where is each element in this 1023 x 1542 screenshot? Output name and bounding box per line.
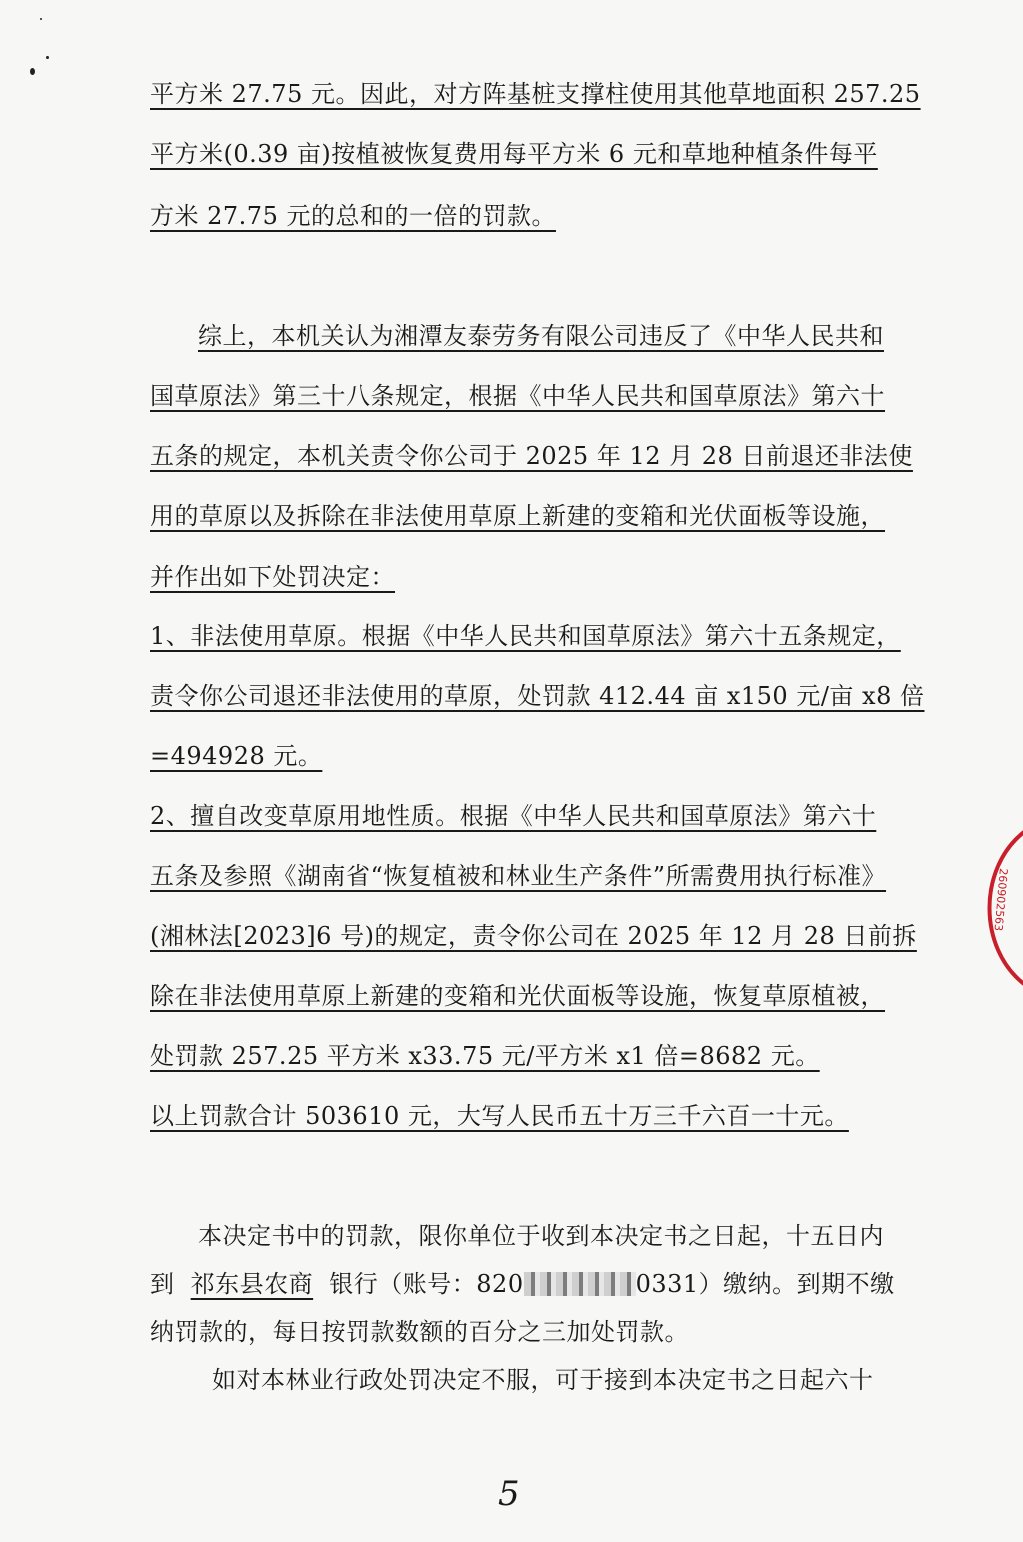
penalty-item2-line: 2、擅自改变草原用地性质。根据《中华人民共和国草原法》第六十 [150,802,877,830]
paragraph1-line: 方米 27.75 元的总和的一倍的罚款。 [150,202,556,230]
paragraph1-line: 平方米 27.75 元。因此，对方阵基桩支撑柱使用其他草地面积 257.25 [150,80,921,108]
payment-line: 本决定书中的罚款，限你单位于收到本决定书之日起，十五日内 [198,1222,884,1250]
paragraph2-line: 并作出如下处罚决定： [150,563,395,591]
paragraph1-line: 平方米(0.39 亩)按植被恢复费用每平方米 6 元和草地种植条件每平 [150,140,878,168]
scan-speck [40,18,42,20]
payment-prefix: 到 [150,1270,175,1298]
scan-speck [30,68,35,75]
payment-suffix: ）缴纳。到期不缴 [698,1270,895,1298]
penalty-item2-line: 处罚款 257.25 平方米 x33.75 元/平方米 x1 倍=8682 元。 [150,1042,820,1070]
penalty-item2-line: 五条及参照《湖南省“恢复植被和林业生产条件”所需费用执行标准》 [150,862,887,890]
account-label: 银行（账号：820 [329,1270,524,1298]
penalty-item1-line: =494928 元。 [150,742,323,770]
payment-line: 纳罚款的，每日按罚款数额的百分之三加处罚款。 [150,1318,689,1346]
paragraph2-line: 用的草原以及拆除在非法使用草原上新建的变箱和光伏面板等设施， [150,502,885,530]
redacted-account-digits [524,1272,636,1296]
seal-stamp-fragment [958,828,1023,988]
paragraph2-line: 国草原法》第三十八条规定，根据《中华人民共和国草原法》第六十 [150,382,885,410]
penalty-total: 以上罚款合计 503610 元，大写人民币五十万三千六百一十元。 [150,1102,849,1130]
bank-name: 祁东县农商 [190,1270,314,1298]
paragraph2-line: 五条的规定，本机关责令你公司于 2025 年 12 月 28 日前退还非法使 [150,442,913,470]
scan-speck [46,56,49,59]
penalty-item2-line: (湘林法[2023]6 号)的规定，责令你公司在 2025 年 12 月 28 日前拆 [150,922,917,950]
penalty-item1-line: 1、非法使用草原。根据《中华人民共和国草原法》第六十五条规定， [150,622,901,650]
penalty-item1-line: 责令你公司退还非法使用的草原，处罚款 412.44 亩 x150 元/亩 x8 倍 [150,682,925,710]
seal-number: 260902563 [991,867,1010,932]
paragraph2-line: 综上，本机关认为湘潭友泰劳务有限公司违反了《中华人民共和 [198,322,884,350]
appeal-line: 如对本林业行政处罚决定不服，可于接到本决定书之日起六十 [212,1366,874,1394]
account-tail: 0331 [635,1270,699,1298]
penalty-item2-line: 除在非法使用草原上新建的变箱和光伏面板等设施，恢复草原植被， [150,982,885,1010]
payment-account-line [150,1268,895,1300]
page-number: 5 [498,1474,520,1514]
